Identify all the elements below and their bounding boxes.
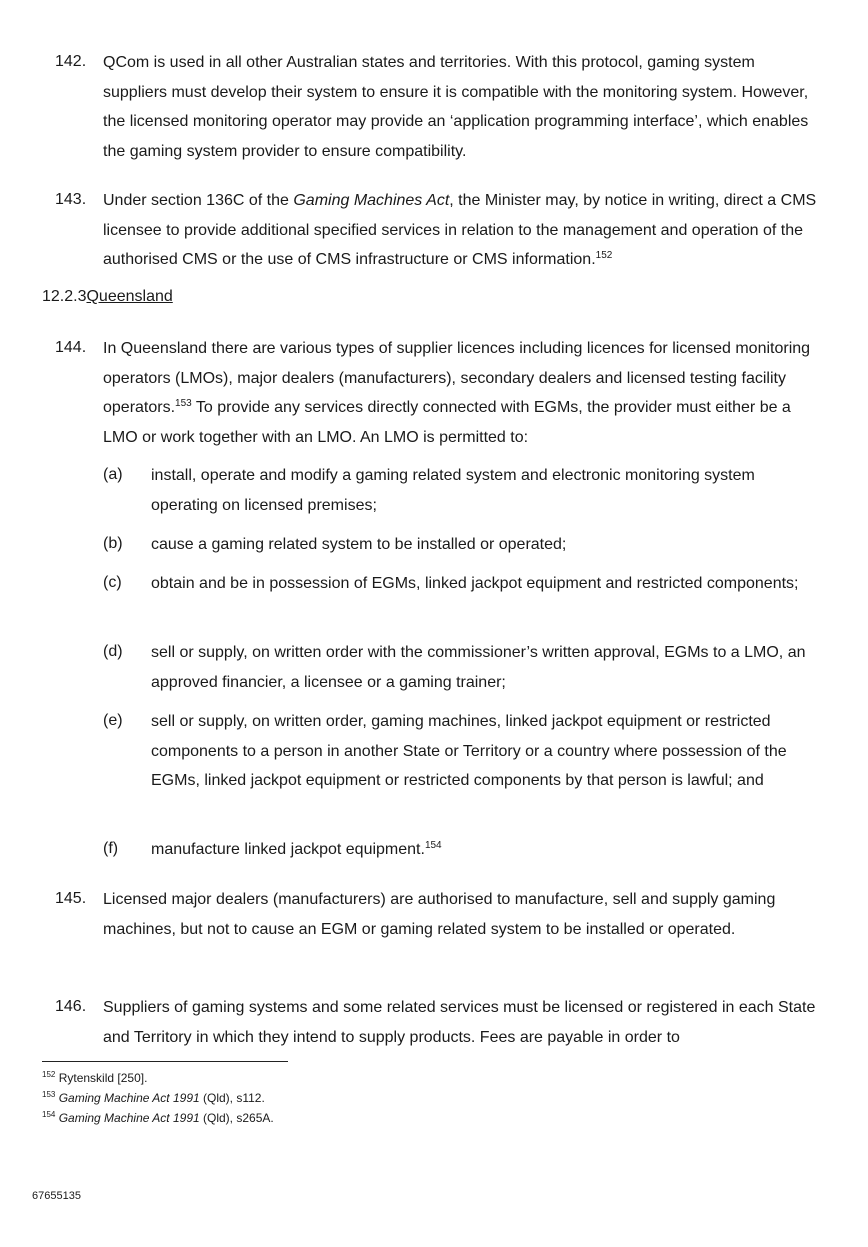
paragraph-text: Suppliers of gaming systems and some related services must be licensed or registered in each State and Territory in which they intend to supply products. Fees are payable in order to (103, 999, 816, 1046)
paragraph-text: QCom is used in all other Australian states and territories. With this protocol, gaming system suppliers must develop their system to ensure it is compatible with the monitoring system. However, the licensed monitoring operator may provide an ‘application programming interface’, which enables the gaming system provider to ensure compatibility. (103, 54, 809, 160)
list-item-text: install, operate and modify a gaming related system and electronic monitoring system operating on licensed premises; (151, 467, 755, 514)
paragraph-number: 144. (55, 339, 87, 356)
section-number: 12.2.3 (42, 288, 87, 305)
list-item-label: (a) (103, 466, 123, 483)
paragraph-number: 143. (55, 191, 87, 208)
list-item-label: (b) (103, 535, 123, 552)
list-item-text: obtain and be in possession of EGMs, linked jackpot equipment and restricted components; (151, 575, 799, 592)
footnote-text: Rytenskild [250]. (58, 1071, 148, 1085)
list-item-label: (c) (103, 574, 122, 591)
footnote-act-title: Gaming Machine Act 1991 (58, 1091, 200, 1105)
document-id: 67655135 (32, 1190, 81, 1202)
footnote-act-title: Gaming Machine Act 1991 (58, 1111, 200, 1125)
paragraph-number: 146. (55, 998, 87, 1015)
act-title: Gaming Machines Act (293, 192, 450, 209)
footnote-text: (Qld), s265A. (199, 1111, 274, 1125)
footnote-text: (Qld), s112. (199, 1091, 265, 1105)
list-item-label: (e) (103, 712, 123, 729)
paragraph-number: 142. (55, 53, 87, 70)
footnote-number: 152 (42, 1070, 56, 1079)
footnote-153 (42, 1088, 274, 1108)
paragraph-text: In Queensland there are various types of supplier licences including licences for licensed monitoring operators (LMOs), major dealers (manufacturers), secondary dealers and licensed testing facility operators.$^{153}$ To provide any services directly connected with EGMs, the provider must either be a LMO or work together with an LMO. An LMO is permitted to: (103, 340, 811, 446)
footnotes (42, 1068, 274, 1128)
paragraph-text: Under section 136C of the Gaming Machines Act, the Minister may, by notice in writing, direct a CMS licensee to provide additional specified services in relation to the management and operation of the authorised CMS or the use of CMS infrastructure or CMS information.$^{152}$ (103, 192, 817, 268)
paragraph-number: 145. (55, 890, 87, 907)
footnote-ref[interactable]: 152 (595, 250, 613, 261)
footnote-separator (42, 1061, 288, 1062)
list-item-label: (d) (103, 643, 123, 660)
footnote-ref[interactable]: 153 (175, 398, 192, 409)
footnote-152 (42, 1068, 274, 1088)
list-item-label: (f) (103, 840, 119, 857)
section-heading (42, 288, 173, 306)
list-item-text: cause a gaming related system to be installed or operated; (151, 536, 567, 553)
footnote-number: 154 (42, 1110, 56, 1119)
list-item-text: manufacture linked jackpot equipment.$^{154}$ (151, 840, 442, 858)
footnote-number: 153 (42, 1090, 56, 1099)
footnote-ref[interactable]: 154 (424, 840, 442, 851)
list-item-text: sell or supply, on written order, gaming machines, linked jackpot equipment or restricted components to a person in another State or Territory or a country where possession of the EGMs, linked jackpot equipment or restricted components by that person is lawful; and (151, 713, 787, 789)
section-title: Queensland (86, 288, 173, 305)
paragraph-text: Licensed major dealers (manufacturers) are authorised to manufacture, sell and supply gaming machines, but not to cause an EGM or gaming related system to be installed or operated. (103, 891, 776, 938)
list-item-text: sell or supply, on written order with the commissioner’s written approval, EGMs to a LMO, an approved financier, a licensee or a gaming trainer; (151, 644, 806, 691)
footnote-154 (42, 1108, 274, 1128)
